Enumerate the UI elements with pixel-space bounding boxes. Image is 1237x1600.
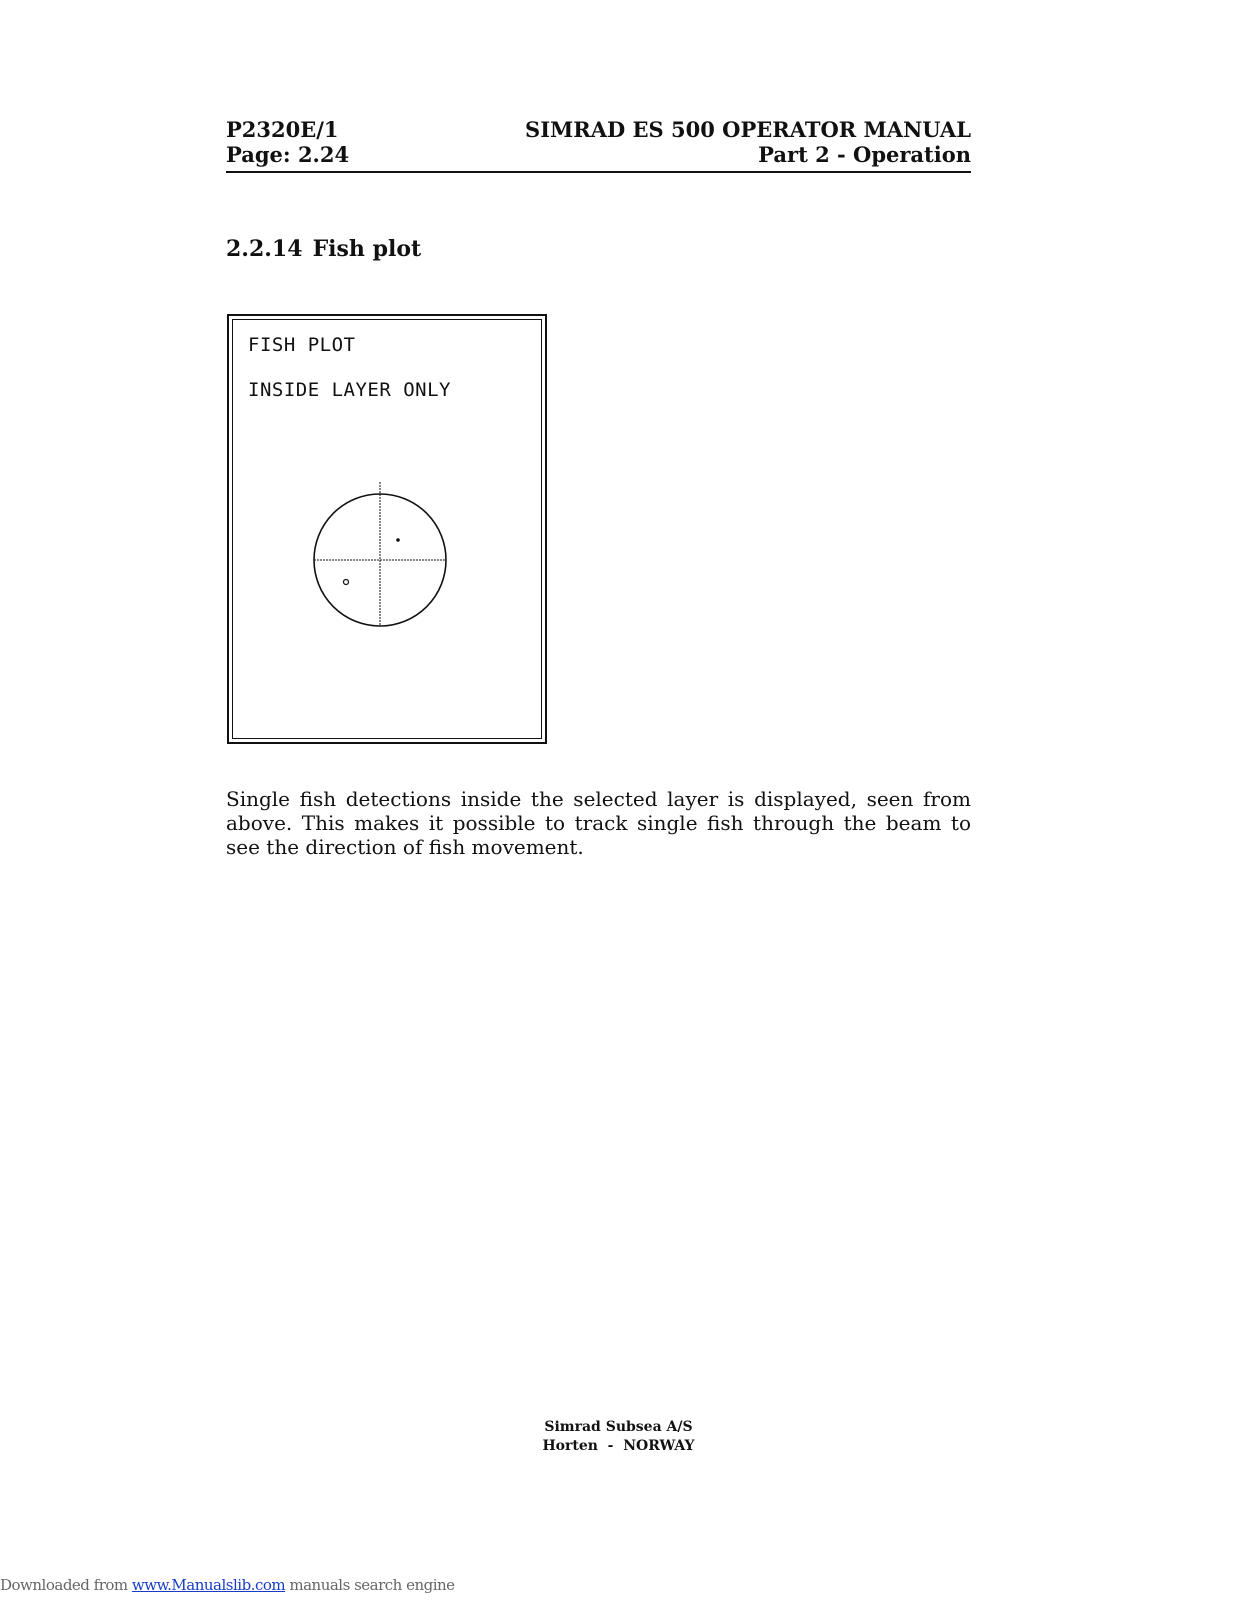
header-rule	[226, 171, 971, 173]
download-suffix: manuals search engine	[285, 1576, 455, 1594]
page-number: Page: 2.24	[226, 142, 350, 167]
fish-detection-dot	[396, 538, 400, 542]
fish-plot-screen-inner	[232, 319, 542, 739]
part-title: Part 2 - Operation	[758, 142, 971, 167]
footer-company: Simrad Subsea A/S	[544, 1419, 693, 1435]
body-paragraph-block	[226, 787, 971, 859]
section-number: 2.2.14	[226, 236, 303, 262]
manualslib-link[interactable]: www.Manualslib.com	[131, 1576, 286, 1594]
footer	[0, 1418, 1237, 1456]
download-prefix: Downloaded from	[0, 1576, 132, 1594]
body-paragraph: Single fish detections inside the selected layer is displayed, seen from above. This makes it possible to track single fish through the beam to see the direction of fish movement.	[226, 787, 971, 859]
screen-title: FISH PLOT	[248, 334, 356, 356]
manual-title: SIMRAD ES 500 OPERATOR MANUAL	[525, 117, 971, 142]
footer-location: Horten - NORWAY	[542, 1438, 695, 1454]
document-id: P2320E/1	[226, 117, 339, 142]
download-bar	[0, 1576, 455, 1594]
section-title: Fish plot	[312, 236, 422, 262]
fish-plot-screen	[227, 314, 547, 744]
fish-detection-ring	[344, 580, 349, 585]
section-heading	[226, 236, 421, 262]
screen-mode-label: INSIDE LAYER ONLY	[248, 379, 451, 401]
beam-plot-diagram	[233, 320, 547, 744]
